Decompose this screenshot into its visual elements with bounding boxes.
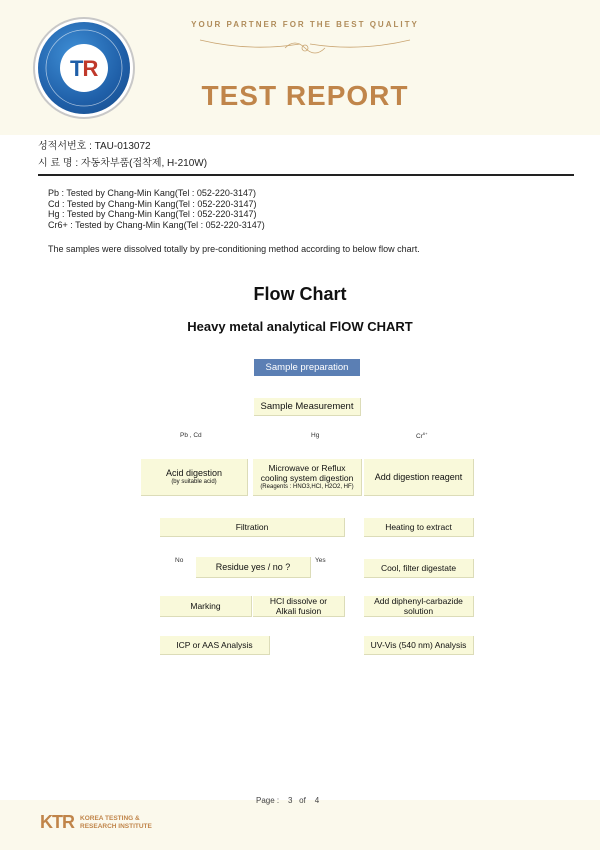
- cool-filter-box: [364, 559, 474, 578]
- residue-decision-box: [196, 557, 311, 578]
- hcl-dissolve-box: [253, 596, 345, 617]
- diphenyl-carbazide-box: [364, 596, 474, 617]
- sample-measurement-label: Sample Measurement: [260, 400, 354, 412]
- sample-name: 자동차부품(접착제, H-210W): [80, 158, 208, 169]
- sample-measurement-box: [254, 398, 361, 416]
- ktr-footer-logo: KTR: [40, 812, 74, 832]
- page-label: Page :: [256, 796, 280, 805]
- filtration-label: Filtration: [235, 522, 269, 532]
- page-of: of: [299, 796, 306, 805]
- uv-vis-analysis-label: UV-Vis (540 nm) Analysis: [370, 640, 467, 650]
- ktr-seal-logo: [38, 22, 130, 114]
- marking-box: [160, 596, 252, 617]
- report-title: TEST REPORT: [201, 80, 409, 111]
- header-rule: [38, 174, 574, 176]
- ornament-divider: [190, 32, 420, 62]
- column-label-cr6: $Cr^{6+}$: [416, 431, 428, 441]
- diphenyl-line2: solution: [403, 606, 434, 616]
- hcl-dissolve-line1: HCl dissolve or: [269, 596, 328, 606]
- icp-aas-analysis-box: [160, 636, 270, 655]
- flow-chart-subtitle: Heavy metal analytical FlOW CHART: [187, 319, 413, 334]
- add-digestion-reagent-label: Add digestion reagent: [374, 472, 463, 482]
- column-label-hg: Hg: [311, 432, 320, 439]
- tested-by-cr6: Cr6+ : Tested by Chang-Min Kang(Tel : 052-220-3147): [48, 219, 265, 230]
- acid-digestion-box: [141, 459, 248, 496]
- uv-vis-analysis-box: [364, 636, 474, 655]
- heating-to-extract-box: [364, 518, 474, 537]
- yes-label: Yes: [315, 557, 326, 564]
- microwave-reagents-note: (Reagents : HNO3,HCl, H2O2, HF): [260, 484, 354, 490]
- tested-by-hg: Hg : Tested by Chang-Min Kang(Tel : 052-220-3147): [48, 209, 257, 219]
- acid-digestion-label: Acid digestion: [165, 468, 223, 478]
- tested-by-cd: Cd : Tested by Chang-Min Kang(Tel : 052-220-3147): [48, 198, 257, 209]
- page-current: 3: [288, 796, 293, 805]
- sample-preparation-box: [254, 359, 360, 376]
- flow-chart-title: Flow Chart: [253, 284, 347, 304]
- residue-decision-label: Residue yes / no ?: [215, 562, 291, 572]
- diphenyl-line1: Add diphenyl-carbazide: [374, 596, 463, 606]
- sample-preparation-label: Sample preparation: [265, 361, 349, 373]
- report-number-label: 성적서번호 :: [38, 141, 92, 152]
- report-number: TAU-013072: [94, 141, 151, 152]
- column-label-pb-cd: Pb , Cd: [180, 432, 202, 439]
- icp-aas-analysis-label: ICP or AAS Analysis: [176, 640, 253, 650]
- report-number-line: [38, 137, 151, 152]
- microwave-line1: Microwave or Reflux: [268, 463, 346, 473]
- acid-digestion-note: (by suitable acid): [171, 479, 217, 485]
- dissolved-note: The samples were dissolved totally by pre-conditioning method according to below flow chart.: [48, 244, 420, 254]
- filtration-box: [160, 518, 345, 537]
- cool-filter-label: Cool, filter digestate: [380, 563, 457, 573]
- institute-name: [80, 815, 152, 831]
- add-digestion-reagent-box: [364, 459, 474, 496]
- page-number: [256, 796, 319, 805]
- hcl-dissolve-line2: Alkali fusion: [275, 606, 322, 616]
- marking-label: Marking: [190, 601, 221, 611]
- page-total: 4: [314, 796, 320, 805]
- seal-monogram: TR: [70, 56, 98, 81]
- tested-by-pb: Pb : Tested by Chang-Min Kang(Tel : 052-220-3147): [48, 188, 256, 198]
- no-label: No: [175, 557, 184, 564]
- tested-by-list: [48, 188, 265, 230]
- header-tagline: YOUR PARTNER FOR THE BEST QUALITY: [191, 20, 419, 29]
- heating-to-extract-label: Heating to extract: [385, 522, 452, 532]
- microwave-line2: cooling system digestion: [260, 473, 354, 483]
- sample-name-line: [38, 154, 207, 169]
- institute-name-line2: RESEARCH INSTITUTE: [80, 823, 152, 830]
- institute-name-line1: KOREA TESTING &: [80, 815, 140, 822]
- sample-name-label: 시 료 명 :: [38, 158, 79, 169]
- microwave-digestion-box: [253, 459, 362, 496]
